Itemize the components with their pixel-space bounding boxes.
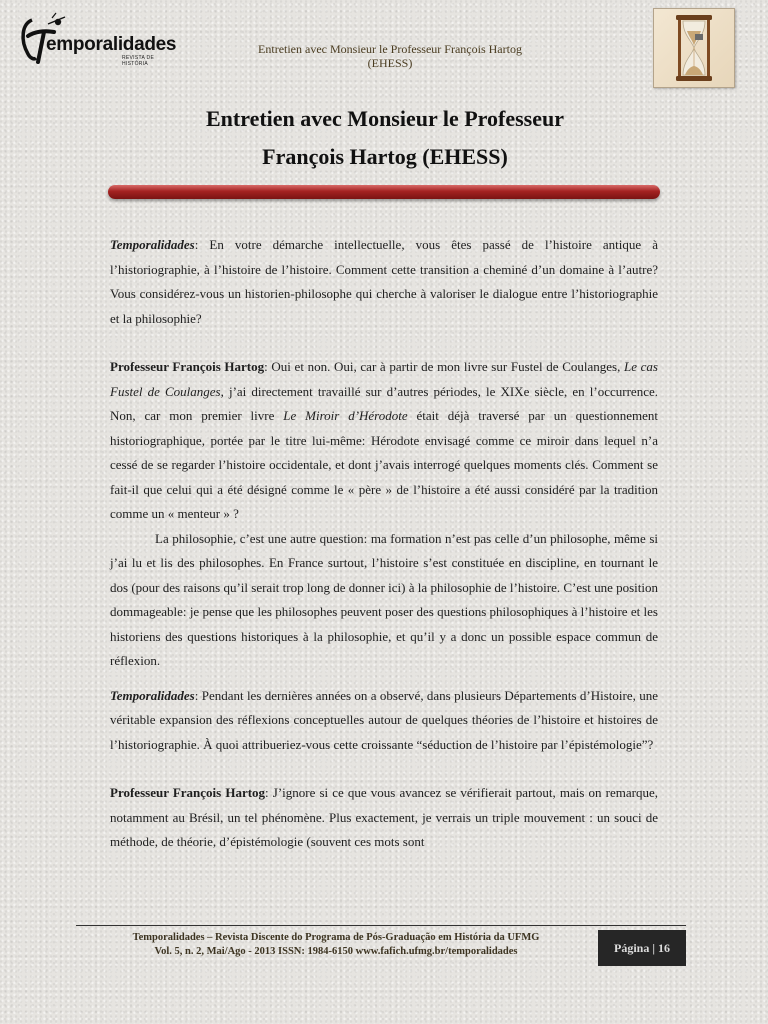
speaker-temporalidades: Temporalidades	[110, 687, 195, 703]
answer-text: Oui et non. Oui, car à partir de mon livre sur Fustel de Coulanges,	[271, 359, 624, 374]
speaker-separator: :	[194, 687, 202, 703]
footer-line1: Temporalidades – Revista Discente do Programa de Pós-Graduação em História da UFMG	[132, 932, 540, 943]
footer-divider	[76, 925, 686, 926]
answer-text: , j’ai directement travaillé sur d’autres périodes, le XIXe siècle, en l’occurrence. Non, car mon premier livre	[110, 383, 658, 423]
running-header	[190, 42, 590, 70]
footer-citation	[76, 931, 596, 959]
running-header-line1: Entretien avec Monsieur le Professeur François Hartog	[258, 42, 522, 56]
page-number-box	[598, 930, 686, 966]
speaker-separator: :	[265, 785, 273, 800]
answer-text: était déjà traversé par un questionnement historiographique, portée par le titre lui-même: Hérodote envisagé comme ce miroir dans lequel n’a cessé de se regarder l’histoire occidentale, et dont j’avais interrogé quelques moments clés. Comment se fait-il que celui qui a été désigné comme le « père » de l’histoire a été aussi considéré par la tradition comme un « menteur » ?	[110, 408, 658, 521]
title-divider-bar	[108, 185, 660, 199]
question-paragraph-2	[110, 684, 658, 758]
speaker-separator: :	[194, 237, 210, 252]
footer-line2: Vol. 5, n. 2, Mai/Ago - 2013 ISSN: 1984-6150 www.fafich.ufmg.br/temporalidades	[154, 946, 518, 957]
answer-text: J’ignore si ce que vous avancez se vérifierait partout, mais on remarque, notamment au Brésil, un tel phénomène. Plus exactement, je verrais un triple mouvement : un souci de méthode, de théorie, d’épistémologie (souvent ces mots sont	[110, 785, 658, 849]
question-text: En votre démarche intellectuelle, vous êtes passé de l’histoire antique à l’historiographie, à l’histoire de l’histoire. Comment cette transition a cheminé d’un domaine à l’autre? Vous considérez-vous un historien-philosophe qui cherche à valoriser le dialogue entre l’historiographie et la philosophie?	[110, 237, 658, 326]
article-title	[110, 100, 660, 176]
article-title-line2: François Hartog (EHESS)	[262, 144, 508, 169]
hourglass-image	[653, 8, 735, 88]
question-paragraph-1	[110, 233, 658, 331]
speaker-hartog: Professeur François Hartog	[110, 785, 266, 800]
book-title-fustel: Le cas Fustel de Coulanges	[110, 359, 658, 399]
article-body	[110, 233, 658, 855]
logo-subtitle: REVISTA DE HISTÓRIA	[122, 55, 155, 67]
speaker-temporalidades: Temporalidades	[110, 237, 195, 252]
question-text: Pendant les dernières années on a observé, dans plusieurs Départements d’Histoire, une véritable expansion des réflexions conceptuelles autour de quelques théories de l’histoire et histoires de l’historiographie. À quoi attribueriez-vous cette croissante “séduction de l’histoire par l’épistémologie”?	[110, 687, 658, 752]
book-title-herodote: Le Miroir d’Hérodote	[283, 408, 408, 423]
speaker-separator: :	[264, 359, 272, 374]
hourglass-icon	[654, 9, 734, 87]
page-number: Página | 16	[614, 940, 670, 955]
journal-logo	[18, 10, 178, 68]
running-header-line2: (EHESS)	[367, 56, 413, 70]
answer-paragraph-1	[110, 355, 658, 527]
logo-wordmark: emporalidades	[46, 34, 177, 55]
answer-paragraph-2: La philosophie, c’est une autre question: ma formation n’est pas celle d’un philosophe, même si j’ai lu et lis des philosophes. En France surtout, l’histoire s’est constituée en discipline, en tournant le dos (pour des raisons qu’il serait trop long de donner ici) à la philosophie de l’histoire. C’est une position dommageable: je pense que les philosophes peuvent poser des questions philosophiques à l’histoire et les historiens des questions historiques à la philosophie, et qu’il y a donc un possible espace commun de réflexion.	[110, 530, 658, 668]
speaker-hartog: Professeur François Hartog	[110, 359, 265, 374]
answer-paragraph-3	[110, 781, 658, 855]
article-title-line1: Entretien avec Monsieur le Professeur	[205, 106, 565, 131]
